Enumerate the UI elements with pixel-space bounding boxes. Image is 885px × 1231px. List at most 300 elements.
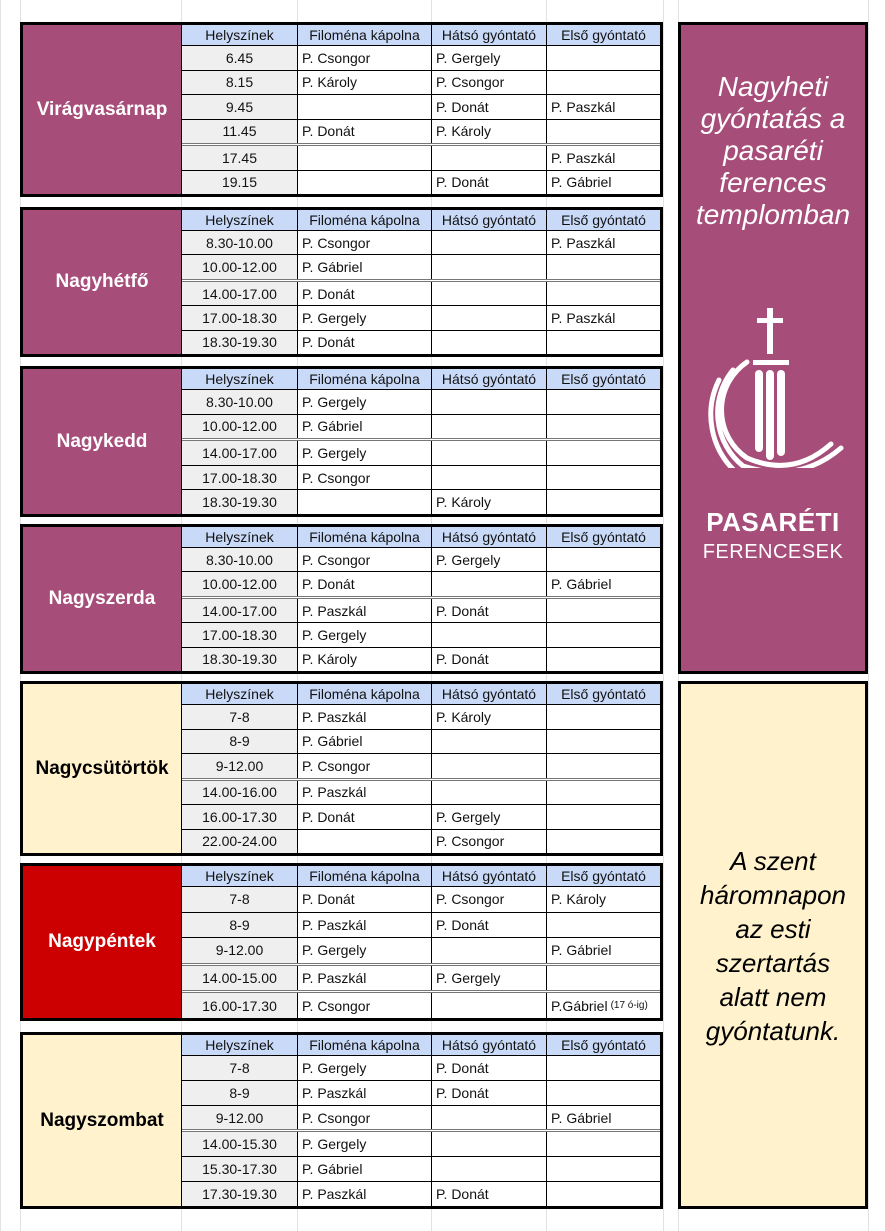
confessor-cell — [298, 887, 432, 912]
cell-text: P. Donát — [436, 602, 489, 619]
time-cell — [182, 966, 298, 991]
note-line: háromnapon — [700, 880, 846, 910]
cell-text: 22.00-24.00 — [202, 833, 277, 850]
table-row — [182, 1132, 660, 1157]
confessor-cell — [432, 490, 547, 514]
confessor-cell — [547, 1132, 660, 1156]
confessor-cell — [432, 548, 547, 571]
cell-text: P. Paszkál — [551, 149, 616, 166]
cell-text: P. Gábriel — [302, 418, 363, 435]
cell-text: 9-12.00 — [215, 1109, 264, 1126]
column-header: Helyszínek — [182, 25, 298, 45]
table-row — [182, 754, 660, 781]
cell-text: P. Csongor — [302, 997, 371, 1014]
cell-text: P. Gergely — [302, 393, 367, 410]
cell-text: 7-8 — [229, 708, 250, 725]
cell-text: P. Gábriel — [551, 174, 612, 191]
confessor-cell — [547, 830, 660, 854]
day-block — [20, 22, 663, 197]
confessor-cell — [432, 1182, 547, 1206]
table-header-row — [182, 1035, 660, 1056]
table-row — [182, 966, 660, 994]
cell-text: P. Gergely — [436, 49, 501, 66]
cell-text: 9-12.00 — [215, 942, 264, 959]
confessor-cell — [547, 441, 660, 465]
cell-text: P. Donát — [436, 98, 489, 115]
day-label: Nagyszombat — [23, 1035, 182, 1206]
column-header: Hátsó gyóntató — [432, 369, 547, 389]
confessor-cell — [432, 705, 547, 729]
title-line: Nagyheti — [717, 71, 829, 102]
confessor-cell — [298, 331, 432, 354]
time-cell — [182, 441, 298, 465]
cell-text: P. Károly — [436, 708, 491, 725]
cell-text: 8.30-10.00 — [206, 393, 273, 410]
title-line: ferences — [719, 167, 827, 198]
cell-text: P. Gergely — [302, 942, 367, 959]
cell-text: P. Csongor — [436, 833, 505, 850]
table-row — [182, 548, 660, 572]
table-row — [182, 146, 660, 171]
confessor-cell — [298, 572, 432, 595]
confessor-cell — [432, 913, 547, 938]
confessor-cell — [298, 705, 432, 729]
confessor-cell — [432, 730, 547, 754]
confessor-cell — [298, 282, 432, 305]
confessor-cell — [547, 331, 660, 354]
cell-text: P. Donát — [436, 651, 489, 668]
confessor-cell — [547, 781, 660, 805]
confessor-cell — [298, 231, 432, 254]
confessor-cell — [298, 306, 432, 329]
confessor-cell — [432, 648, 547, 671]
cell-text: P. Donát — [302, 576, 355, 593]
confessor-cell — [547, 805, 660, 829]
note-panel — [678, 681, 868, 1209]
confessor-cell — [298, 830, 432, 854]
confessor-cell — [547, 938, 660, 963]
cell-text: 17.00-18.30 — [202, 309, 277, 326]
cell-text: 10.00-12.00 — [202, 576, 277, 593]
column-header: Helyszínek — [182, 527, 298, 547]
note-line: gyóntatunk. — [705, 1016, 841, 1046]
time-cell — [182, 730, 298, 754]
cell-text: P.Gábriel — [551, 997, 608, 1014]
column-header: Helyszínek — [182, 210, 298, 230]
confessor-cell — [298, 805, 432, 829]
confessor-cell — [547, 306, 660, 329]
time-cell — [182, 599, 298, 622]
confessor-cell — [432, 1157, 547, 1181]
confessor-cell — [298, 390, 432, 414]
cell-text: 15.30-17.30 — [202, 1161, 277, 1178]
cell-text: 10.00-12.00 — [202, 418, 277, 435]
panel-note — [681, 844, 865, 1048]
column-header: Filoména kápolna — [298, 210, 432, 230]
cell-text: P. Gábriel — [302, 259, 363, 276]
confessor-cell — [432, 390, 547, 414]
time-cell — [182, 1106, 298, 1130]
table-row — [182, 231, 660, 255]
time-cell — [182, 231, 298, 254]
confessor-cell — [298, 548, 432, 571]
confessor-cell — [547, 1182, 660, 1206]
time-cell — [182, 1182, 298, 1206]
confessor-cell — [432, 623, 547, 646]
table-row — [182, 648, 660, 671]
table-row — [182, 255, 660, 281]
confessor-cell — [547, 46, 660, 70]
confessor-cell — [432, 781, 547, 805]
confessor-cell — [547, 95, 660, 119]
brand-subname: FERENCESEK — [702, 541, 844, 563]
column-header: Hátsó gyóntató — [432, 210, 547, 230]
day-table — [182, 1035, 660, 1206]
confessor-cell — [432, 1081, 547, 1105]
table-row — [182, 306, 660, 330]
cell-text: P. Csongor — [302, 234, 371, 251]
cell-text: P. Csongor — [302, 1109, 371, 1126]
column-header: Filoména kápolna — [298, 1035, 432, 1055]
confessor-cell — [298, 466, 432, 490]
brand-name: PASARÉTI — [706, 507, 840, 537]
table-header-row — [182, 684, 660, 705]
time-cell — [182, 548, 298, 571]
cell-text: P. Gergely — [436, 808, 501, 825]
time-cell — [182, 572, 298, 595]
column-header: Filoména kápolna — [298, 684, 432, 704]
table-row — [182, 730, 660, 755]
column-header: Első gyóntató — [561, 529, 646, 545]
confessor-cell — [432, 466, 547, 490]
cell-text: 18.30-19.30 — [202, 334, 277, 351]
time-cell — [182, 490, 298, 514]
table-row — [182, 1106, 660, 1133]
time-cell — [182, 754, 298, 778]
confessor-cell — [547, 415, 660, 439]
day-block — [20, 1032, 663, 1209]
table-row — [182, 95, 660, 120]
confessor-cell — [298, 71, 432, 95]
cell-text: P. Donát — [436, 1059, 489, 1076]
confessor-cell — [298, 95, 432, 119]
time-cell — [182, 331, 298, 354]
cell-text: 14.00-16.00 — [202, 784, 277, 801]
table-row — [182, 71, 660, 96]
table-row — [182, 415, 660, 442]
note-line: A szent — [730, 846, 816, 876]
table-row — [182, 490, 660, 514]
time-cell — [182, 466, 298, 490]
time-cell — [182, 390, 298, 414]
time-cell — [182, 146, 298, 170]
cell-text: P. Csongor — [436, 891, 505, 908]
confessor-cell — [432, 1106, 547, 1130]
cell-text: P. Paszkál — [302, 602, 367, 619]
cell-text: P. Paszkál — [551, 98, 616, 115]
confessor-cell — [432, 46, 547, 70]
table-header-row — [182, 25, 660, 46]
confessor-cell — [547, 490, 660, 514]
cell-text: 9.45 — [225, 98, 254, 115]
cell-text: 8.15 — [225, 74, 254, 91]
confessor-cell — [547, 730, 660, 754]
cell-text: P. Paszkál — [302, 970, 367, 987]
cell-text: P. Gábriel — [551, 576, 612, 593]
table-row — [182, 171, 660, 195]
table-header-row — [182, 866, 660, 887]
cell-text: 10.00-12.00 — [202, 259, 277, 276]
cell-text: P. Paszkál — [302, 784, 367, 801]
time-cell — [182, 705, 298, 729]
cell-text: P. Donát — [436, 1084, 489, 1101]
confessor-cell — [547, 966, 660, 991]
cell-text: P. Gergely — [302, 444, 367, 461]
column-header: Első gyóntató — [561, 686, 646, 702]
time-cell — [182, 46, 298, 70]
cell-text: 18.30-19.30 — [202, 494, 277, 511]
confessor-cell — [298, 1106, 432, 1130]
column-header: Filoména kápolna — [298, 25, 432, 45]
confessor-cell — [298, 1157, 432, 1181]
day-label: Nagypéntek — [23, 866, 182, 1018]
cell-text: 7-8 — [229, 891, 250, 908]
confessor-cell — [432, 754, 547, 778]
cell-text: 8-9 — [229, 733, 250, 750]
confessor-cell — [547, 993, 660, 1018]
table-row — [182, 623, 660, 647]
column-header: Első gyóntató — [561, 212, 646, 228]
confessor-cell — [432, 993, 547, 1018]
confessor-cell — [547, 705, 660, 729]
time-cell — [182, 781, 298, 805]
table-row — [182, 441, 660, 466]
cell-note: (17 ó-ig) — [610, 1000, 648, 1012]
time-cell — [182, 282, 298, 305]
confessor-cell — [298, 781, 432, 805]
cell-text: 14.00-17.00 — [202, 285, 277, 302]
column-header: Hátsó gyóntató — [432, 866, 547, 886]
cell-text: 16.00-17.30 — [202, 808, 277, 825]
table-row — [182, 781, 660, 806]
cell-text: 17.45 — [221, 149, 258, 166]
day-label: Nagycsütörtök — [23, 684, 182, 853]
day-label: Nagyszerda — [23, 527, 182, 671]
confessor-cell — [432, 71, 547, 95]
cell-text: 8-9 — [229, 1084, 250, 1101]
table-row — [182, 466, 660, 491]
cell-text: 8.30-10.00 — [206, 551, 273, 568]
cell-text: P. Paszkál — [302, 708, 367, 725]
confessor-cell — [298, 966, 432, 991]
cell-text: 14.00-15.00 — [202, 970, 277, 987]
confessor-cell — [432, 830, 547, 854]
time-cell — [182, 623, 298, 646]
note-line: szertartás — [715, 948, 831, 978]
confessor-cell — [298, 441, 432, 465]
confessor-cell — [298, 120, 432, 144]
cell-text: P. Gergely — [436, 551, 501, 568]
cell-text: 14.00-17.00 — [202, 602, 277, 619]
confessor-cell — [298, 913, 432, 938]
cell-text: P. Donát — [436, 1186, 489, 1203]
time-cell — [182, 1157, 298, 1181]
cell-text: P. Gábriel — [551, 1109, 612, 1126]
day-block — [20, 863, 663, 1021]
time-cell — [182, 1056, 298, 1080]
day-label: Nagykedd — [23, 369, 182, 514]
table-header-row — [182, 527, 660, 548]
table-row — [182, 993, 660, 1018]
cell-text: P. Gergely — [436, 970, 501, 987]
cell-text: P. Donát — [436, 916, 489, 933]
cell-text: P. Donát — [436, 174, 489, 191]
confessor-cell — [298, 1132, 432, 1156]
cell-text: 8-9 — [229, 916, 250, 933]
time-cell — [182, 887, 298, 912]
confessor-cell — [547, 466, 660, 490]
confessor-cell — [547, 1081, 660, 1105]
confessor-cell — [432, 171, 547, 195]
cell-text: 14.00-15.30 — [202, 1136, 277, 1153]
time-cell — [182, 95, 298, 119]
day-table — [182, 210, 660, 354]
confessor-cell — [547, 1056, 660, 1080]
column-header: Filoména kápolna — [298, 369, 432, 389]
confessor-cell — [432, 95, 547, 119]
confessor-cell — [298, 993, 432, 1018]
confessor-cell — [432, 887, 547, 912]
confessor-cell — [298, 415, 432, 439]
cell-text: 17.00-18.30 — [202, 626, 277, 643]
time-cell — [182, 805, 298, 829]
cell-text: P. Donát — [302, 808, 355, 825]
time-cell — [182, 913, 298, 938]
table-row — [182, 572, 660, 598]
column-header: Helyszínek — [182, 369, 298, 389]
column-header: Első gyóntató — [561, 1037, 646, 1053]
table-row — [182, 1182, 660, 1206]
day-table — [182, 527, 660, 671]
column-header: Hátsó gyóntató — [432, 684, 547, 704]
confessor-cell — [432, 255, 547, 278]
time-cell — [182, 415, 298, 439]
confessor-cell — [298, 1081, 432, 1105]
confessor-cell — [547, 572, 660, 595]
cell-text: P. Paszkál — [302, 1084, 367, 1101]
day-table — [182, 684, 660, 853]
note-line: alatt nem — [719, 982, 827, 1012]
title-line: templomban — [695, 199, 851, 230]
table-row — [182, 46, 660, 71]
time-cell — [182, 938, 298, 963]
cell-text: 8.30-10.00 — [206, 234, 273, 251]
cell-text: P. Gergely — [302, 626, 367, 643]
confessor-cell — [547, 887, 660, 912]
cell-text: 7-8 — [229, 1059, 250, 1076]
confessor-cell — [547, 599, 660, 622]
time-cell — [182, 255, 298, 278]
time-cell — [182, 993, 298, 1018]
confessor-cell — [547, 231, 660, 254]
confessor-cell — [547, 282, 660, 305]
cell-text: P. Gábriel — [302, 733, 363, 750]
time-cell — [182, 1081, 298, 1105]
table-row — [182, 887, 660, 913]
table-row — [182, 1157, 660, 1182]
time-cell — [182, 306, 298, 329]
confessor-cell — [432, 966, 547, 991]
church-cross-logo-icon — [703, 308, 845, 468]
column-header: Hátsó gyóntató — [432, 25, 547, 45]
day-block — [20, 681, 663, 856]
confessor-cell — [547, 71, 660, 95]
confessor-cell — [547, 548, 660, 571]
day-block — [20, 207, 663, 357]
cell-text: 6.45 — [225, 49, 254, 66]
confessor-cell — [298, 255, 432, 278]
column-header: Első gyóntató — [561, 868, 646, 884]
confessor-cell — [547, 754, 660, 778]
confessor-cell — [298, 1182, 432, 1206]
cell-text: 19.15 — [221, 174, 258, 191]
cell-text: P. Csongor — [302, 469, 371, 486]
confessor-cell — [298, 754, 432, 778]
cell-text: P. Donát — [302, 334, 355, 351]
time-cell — [182, 1132, 298, 1156]
table-header-row — [182, 210, 660, 231]
confessor-cell — [547, 1106, 660, 1130]
confessor-cell — [432, 1132, 547, 1156]
confessor-cell — [298, 648, 432, 671]
column-header: Első gyóntató — [561, 27, 646, 43]
cell-text: 14.00-17.00 — [202, 444, 277, 461]
title-panel — [678, 22, 868, 674]
day-block — [20, 366, 663, 517]
column-header: Helyszínek — [182, 866, 298, 886]
cell-text: P. Donát — [302, 891, 355, 908]
column-header: Filoména kápolna — [298, 527, 432, 547]
cell-text: P. Paszkál — [302, 1186, 367, 1203]
time-cell — [182, 120, 298, 144]
cell-text: P. Csongor — [302, 551, 371, 568]
confessor-cell — [547, 648, 660, 671]
confessor-cell — [547, 146, 660, 170]
cell-text: P. Károly — [436, 494, 491, 511]
cell-text: P. Csongor — [302, 49, 371, 66]
confessor-cell — [432, 415, 547, 439]
confessor-cell — [432, 805, 547, 829]
confessor-cell — [547, 255, 660, 278]
confessor-cell — [298, 171, 432, 195]
cell-text: P. Paszkál — [302, 916, 367, 933]
cell-text: P. Paszkál — [551, 309, 616, 326]
cell-text: P. Gergely — [302, 309, 367, 326]
day-table — [182, 369, 660, 514]
day-label: Nagyhétfő — [23, 210, 182, 354]
table-row — [182, 705, 660, 730]
confessor-cell — [432, 1056, 547, 1080]
cell-text: P. Gábriel — [551, 942, 612, 959]
confessor-cell — [547, 1157, 660, 1181]
day-label: Virágvasárnap — [23, 25, 182, 194]
confessor-cell — [547, 623, 660, 646]
title-line: gyóntatás a — [700, 103, 846, 134]
confessor-cell — [298, 490, 432, 514]
table-row — [182, 938, 660, 966]
cell-text: P. Károly — [302, 74, 357, 91]
confessor-cell — [547, 120, 660, 144]
